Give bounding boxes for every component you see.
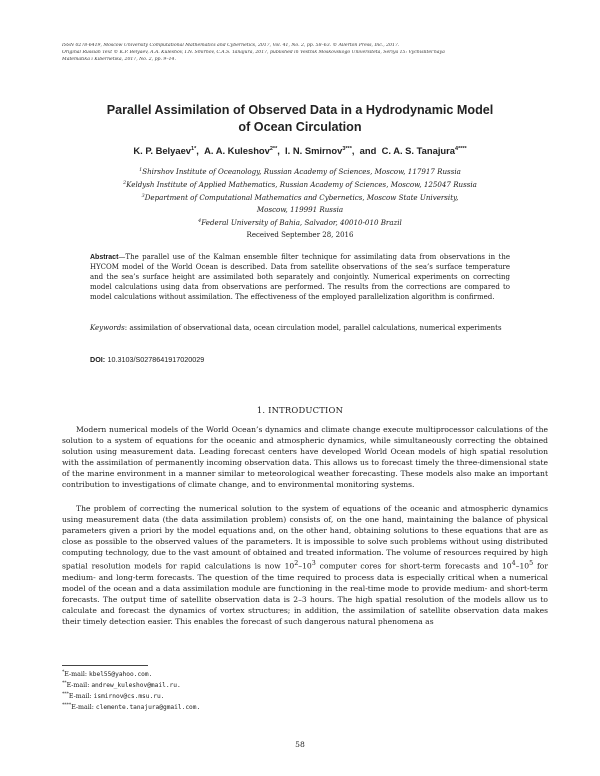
footnote bbox=[62, 703, 200, 711]
abstract-text: The parallel use of the Kalman ensemble filter technique for assimilating data from observations in the HYCOM model of the World Ocean is described. Data from satellite observations of the sea’s surface temperature and the sea’s surface height are assimilated both separately and conjointly. Numerical experiments on correcting model calculations using data from observations are performed. The results from the corrections are compared to model calculations without assimilation. The effectiveness of the employed parallelization algorithm is confirmed. bbox=[90, 253, 510, 301]
body-paragraph: Modern numerical models of the World Ocean’s dynamics and climate change execute multiprocessor calculations of the solution to a system of equations for the oceanic and atmospheric dynamics, while simultaneously correcting the obtained solution using measurement data. Leading forecast centers have developed World Ocean models of high spatial resolution with the assimilation of permanently incoming observation data. This allows us to forecast timely the three-dimensional state of the marine environment in a manner similar to meteorological weather forecasting. These models also make an important contribution to investigations of climate change, and to environmental monitoring systems. bbox=[62, 425, 548, 490]
affiliation-number: 1 bbox=[139, 168, 143, 173]
author-mark: 3*** bbox=[342, 146, 352, 152]
abstract-dash: — bbox=[118, 253, 126, 261]
journal-header-line: ISSN 0278-6419, Moscow University Computational Mathematics and Cybernetics, 2017, Vol. 41, No. 2, pp. 58–63. © Allerton Press, Inc., 2017. bbox=[62, 43, 400, 48]
abstract bbox=[90, 253, 510, 303]
author-list bbox=[40, 145, 560, 156]
title-line: of Ocean Circulation bbox=[238, 120, 362, 134]
footnote-mark: ** bbox=[62, 681, 67, 686]
body-paragraph bbox=[62, 503, 548, 628]
affiliation-text: Shirshov Institute of Oceanology, Russian Academy of Sciences, Moscow, 117917 Russia bbox=[142, 167, 461, 176]
footnote-email: andrew_kuleshov@mail.ru. bbox=[91, 682, 181, 689]
affiliation-text: Moscow, 119991 Russia bbox=[256, 205, 344, 214]
title-line: Parallel Assimilation of Observed Data in a Hydrodynamic Model bbox=[106, 103, 494, 117]
exponent: 4 bbox=[511, 560, 516, 568]
footnote-label: E-mail: bbox=[66, 682, 90, 689]
footnote-label: E-mail: bbox=[71, 704, 94, 711]
exponent: 2 bbox=[294, 560, 299, 568]
doi-label: DOI: bbox=[90, 355, 106, 364]
affiliation-text: Keldysh Institute of Applied Mathematics, Russian Academy of Sciences, Moscow, 125047 Russia bbox=[126, 180, 477, 189]
keywords-label: Keywords bbox=[90, 324, 125, 332]
author-mark: 4**** bbox=[455, 146, 467, 152]
footnote-mark: **** bbox=[62, 703, 72, 708]
footnote-email: clemente.tanajura@gmail.com. bbox=[95, 704, 201, 711]
author-separator: , bbox=[277, 145, 280, 156]
body-text: –10 bbox=[298, 562, 312, 571]
received-date: Received September 28, 2016 bbox=[246, 231, 354, 239]
abstract-label: Abstract bbox=[90, 254, 119, 261]
affiliation bbox=[40, 204, 560, 215]
exponent: 3 bbox=[311, 560, 316, 568]
keywords-text: : assimilation of observational data, ocean circulation model, parallel calculations, numerical experiments bbox=[124, 324, 502, 332]
page-number: 58 bbox=[295, 740, 305, 749]
footnote-mark: * bbox=[62, 670, 65, 675]
author-separator: , bbox=[351, 145, 355, 156]
body-text: –10 bbox=[515, 562, 530, 571]
body-text: computer cores for short-term forecasts and 10 bbox=[315, 562, 512, 571]
exponent: 5 bbox=[529, 560, 534, 568]
doi-value: 10.3103/S0278641917020029 bbox=[107, 355, 205, 364]
affiliation-text: Federal University of Bahia, Salvador, 40010-010 Brazil bbox=[201, 218, 402, 227]
author-separator: , bbox=[196, 145, 199, 156]
affiliation-text: Department of Computational Mathematics and Cybernetics, Moscow State University, bbox=[144, 193, 459, 202]
affiliation bbox=[40, 217, 560, 228]
body-text: for medium- and long-term forecasts. The question of the time required to process data is especially critical when a numerical model of the ocean and a data assimilation module are functioning in the real-time mode to provide medium- and short-term forecasts. The output time of satellite observation data is 2–3 hours. The high spatial resolution of the models allow us to calculate and forecast the dynamics of vortex structures; in addition, the assimilation of satellite observation data makes their timely detection easier. This enables the forecast of such dangerous natural phenomena as bbox=[62, 562, 549, 627]
author-name: I. N. Smirnov bbox=[285, 145, 343, 156]
affiliation-number: 2 bbox=[123, 181, 127, 186]
footnote-mark: *** bbox=[62, 692, 69, 697]
affiliation bbox=[40, 166, 560, 177]
author-name: K. P. Belyaev bbox=[133, 145, 192, 156]
affiliation-number: 3 bbox=[141, 194, 145, 199]
footnote bbox=[62, 670, 152, 678]
paper-title bbox=[40, 102, 560, 136]
journal-header-line: Matematika i Kibernetika, 2017, No. 2, pp. 9–14. bbox=[62, 57, 176, 62]
author-name: A. A. Kuleshov bbox=[204, 145, 270, 156]
footnote bbox=[62, 681, 181, 689]
footnote-email: kbel55@yahoo.com. bbox=[89, 671, 153, 678]
footnote bbox=[62, 692, 164, 700]
author-and: and bbox=[359, 145, 377, 156]
affiliation bbox=[40, 179, 560, 190]
footnote-rule bbox=[62, 665, 148, 666]
footnote-label: E-mail: bbox=[68, 693, 92, 700]
affiliation bbox=[40, 192, 560, 203]
body-text: The problem of correcting the numerical solution to the system of equations of the oceanic and atmospheric dynamics using measurement data (the data assimilation problem) consists of, on the one hand, maintaining the balance of physical parameters given a priori by the model equations and, on the other hand, obtaining solutions to these equations that are as close as possible to the observed values of the parameters. It is impossible to solve such problems without using distributed computing technology, due to the vast amount of obtained and treated information. The volume of resources required by high spatial resolution models for rapid calculations is now 10 bbox=[62, 504, 548, 571]
footnote-email: ismirnov@cs.msu.ru. bbox=[93, 693, 165, 700]
author-name: C. A. S. Tanajura bbox=[381, 145, 456, 156]
journal-header-line: Original Russian Text © K.P. Belyaev, A.A. Kuleshov, I.N. Smirnov, C.A.S. Tanajura, 2017, published in Vestnik Moskovskogo Universiteta, Seriya 15: Vychislitel'naya bbox=[62, 50, 445, 55]
footnote-label: E-mail: bbox=[64, 671, 88, 678]
section-title: 1. INTRODUCTION bbox=[256, 405, 344, 415]
author-mark: 1* bbox=[191, 146, 197, 152]
doi bbox=[90, 355, 204, 364]
keywords bbox=[90, 324, 510, 334]
author-mark: 2** bbox=[269, 146, 278, 152]
affiliation-number: 4 bbox=[198, 219, 202, 224]
